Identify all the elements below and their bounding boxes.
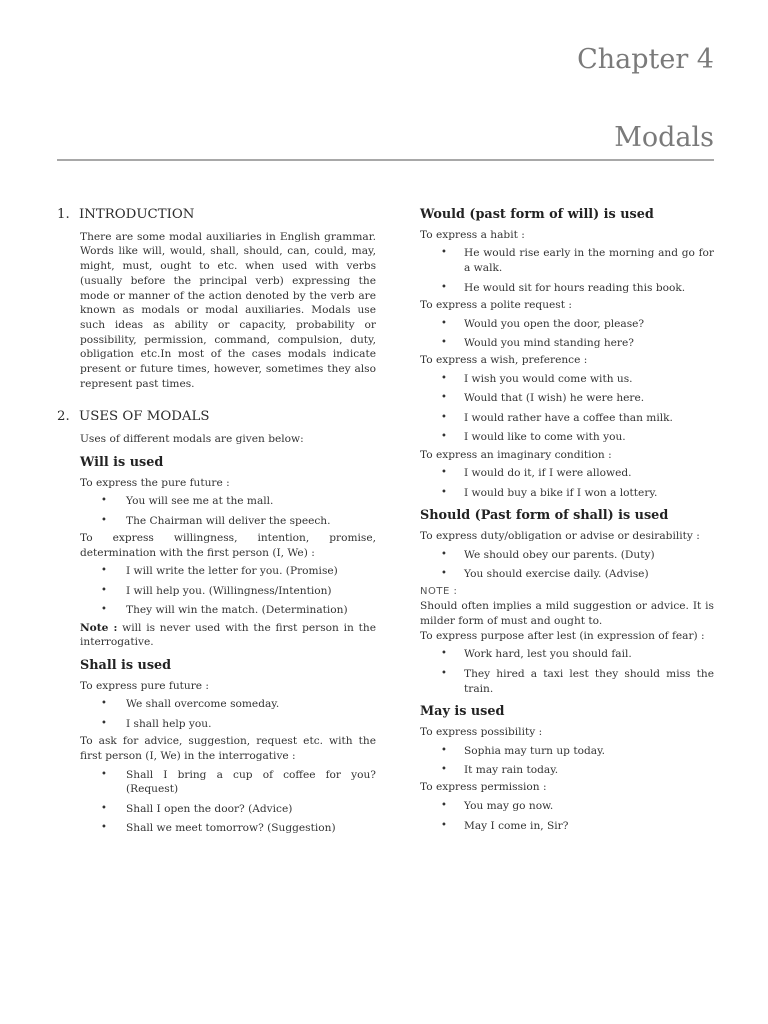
example-list xyxy=(80,768,376,836)
list-item: • I shall help you. xyxy=(80,717,376,732)
group-label: To express a habit : xyxy=(420,228,525,241)
example-list xyxy=(420,799,714,833)
list-item: • We should obey our parents. (Duty) xyxy=(420,548,714,563)
group-label: To ask for advice, suggestion, request etc. with the first person (I, We) in the interrogative : xyxy=(80,735,376,762)
shall-heading: Shall is used xyxy=(80,658,172,674)
list-item: • Shall I bring a cup of coffee for you? (Request) xyxy=(80,768,376,797)
section-heading-uses xyxy=(57,410,376,425)
group-label: To express a polite request : xyxy=(420,298,572,311)
list-item: • I would do it, if I were allowed. xyxy=(420,466,714,481)
list-item: • You may go now. xyxy=(420,799,714,814)
example-list xyxy=(420,246,714,295)
note-label: NOTE : xyxy=(420,585,458,597)
will-heading: Will is used xyxy=(80,454,164,470)
list-item: • May I come in, Sir? xyxy=(420,819,714,834)
list-item: • Would you open the door, please? xyxy=(420,317,714,332)
section-number: 1. xyxy=(57,207,70,222)
list-item: • He would rise early in the morning and go for a walk. xyxy=(420,246,714,275)
group-label: To express the pure future : xyxy=(80,476,230,489)
note-text: Should often implies a mild suggestion or advice. It is milder form of must and ought to. xyxy=(420,600,714,628)
example-list xyxy=(80,494,376,528)
example-list xyxy=(420,317,714,351)
group-label: To express duty/obligation or advise or desirability : xyxy=(420,530,700,543)
list-item: • We shall overcome someday. xyxy=(80,697,376,712)
note-text: will is never used with the first person in the interrogative. xyxy=(80,621,376,649)
list-item: • You should exercise daily. (Advise) xyxy=(420,567,714,582)
group-label: To express purpose after lest (in expression of fear) : xyxy=(420,629,705,642)
list-item: • Would that (I wish) he were here. xyxy=(420,391,714,406)
uses-lead: Uses of different modals are given below: xyxy=(80,433,304,446)
example-list xyxy=(80,564,376,617)
list-item: • He would sit for hours reading this book. xyxy=(420,281,714,296)
list-item: • They hired a taxi lest they should miss the train. xyxy=(420,667,714,696)
left-column xyxy=(57,208,376,840)
may-heading: May is used xyxy=(420,704,505,720)
right-column xyxy=(420,208,714,838)
section-title: INTRODUCTION xyxy=(79,207,195,222)
list-item: • I would like to come with you. xyxy=(420,430,714,445)
page-title: Modals xyxy=(614,122,714,153)
introduction-paragraph: There are some modal auxiliaries in English grammar. Words like will, would, shall, should, can, could, may, might, must, ought to etc. when used with verbs (usually before the principal verb) expressing the mode or manner of the action denoted by the verb are known as modals or modal auxiliaries. Modals use such ideas as ability or capacity, probability or possibility, permission, command, compulsion, duty, obligation etc.In most of the cases modals indicate present or future times, however, sometimes they also represent past times. xyxy=(80,230,376,390)
example-list xyxy=(420,466,714,500)
example-list xyxy=(420,548,714,582)
chapter-label: Chapter 4 xyxy=(577,44,714,75)
will-note xyxy=(80,621,376,650)
list-item: • The Chairman will deliver the speech. xyxy=(80,514,376,529)
group-label: To express possibility : xyxy=(420,725,543,738)
would-heading: Would (past form of will) is used xyxy=(420,207,654,222)
example-list xyxy=(420,744,714,778)
uses-block xyxy=(80,432,376,836)
list-item: • I would buy a bike if I won a lottery. xyxy=(420,486,714,501)
list-item: • Would you mind standing here? xyxy=(420,336,714,351)
group-label: To express willingness, intention, promise, determination with the first person (I, We) : xyxy=(80,532,376,559)
list-item: • I wish you would come with us. xyxy=(420,372,714,387)
group-label: To express permission : xyxy=(420,781,547,794)
section-heading-introduction xyxy=(57,208,376,223)
example-list xyxy=(80,697,376,731)
list-item: • You will see me at the mall. xyxy=(80,494,376,509)
list-item: • Shall we meet tomorrow? (Suggestion) xyxy=(80,821,376,836)
title-rule xyxy=(57,159,714,161)
example-list xyxy=(420,372,714,445)
list-item: • It may rain today. xyxy=(420,763,714,778)
list-item: • I would rather have a coffee than milk. xyxy=(420,411,714,426)
group-label: To express pure future : xyxy=(80,679,209,692)
list-item: • Work hard, lest you should fail. xyxy=(420,647,714,662)
should-heading: Should (Past form of shall) is used xyxy=(420,508,669,524)
list-item: • They will win the match. (Determination) xyxy=(80,603,376,618)
section-number: 2. xyxy=(57,409,70,425)
group-label: To express an imaginary condition : xyxy=(420,448,612,461)
group-label: To express a wish, preference : xyxy=(420,354,588,367)
list-item: • Sophia may turn up today. xyxy=(420,744,714,759)
list-item: • Shall I open the door? (Advice) xyxy=(80,802,376,817)
example-list xyxy=(420,647,714,696)
section-title: USES OF MODALS xyxy=(79,409,210,425)
list-item: • I will write the letter for you. (Promise) xyxy=(80,564,376,579)
list-item: • I will help you. (Willingness/Intention) xyxy=(80,584,376,599)
note-label: Note : xyxy=(80,621,118,634)
